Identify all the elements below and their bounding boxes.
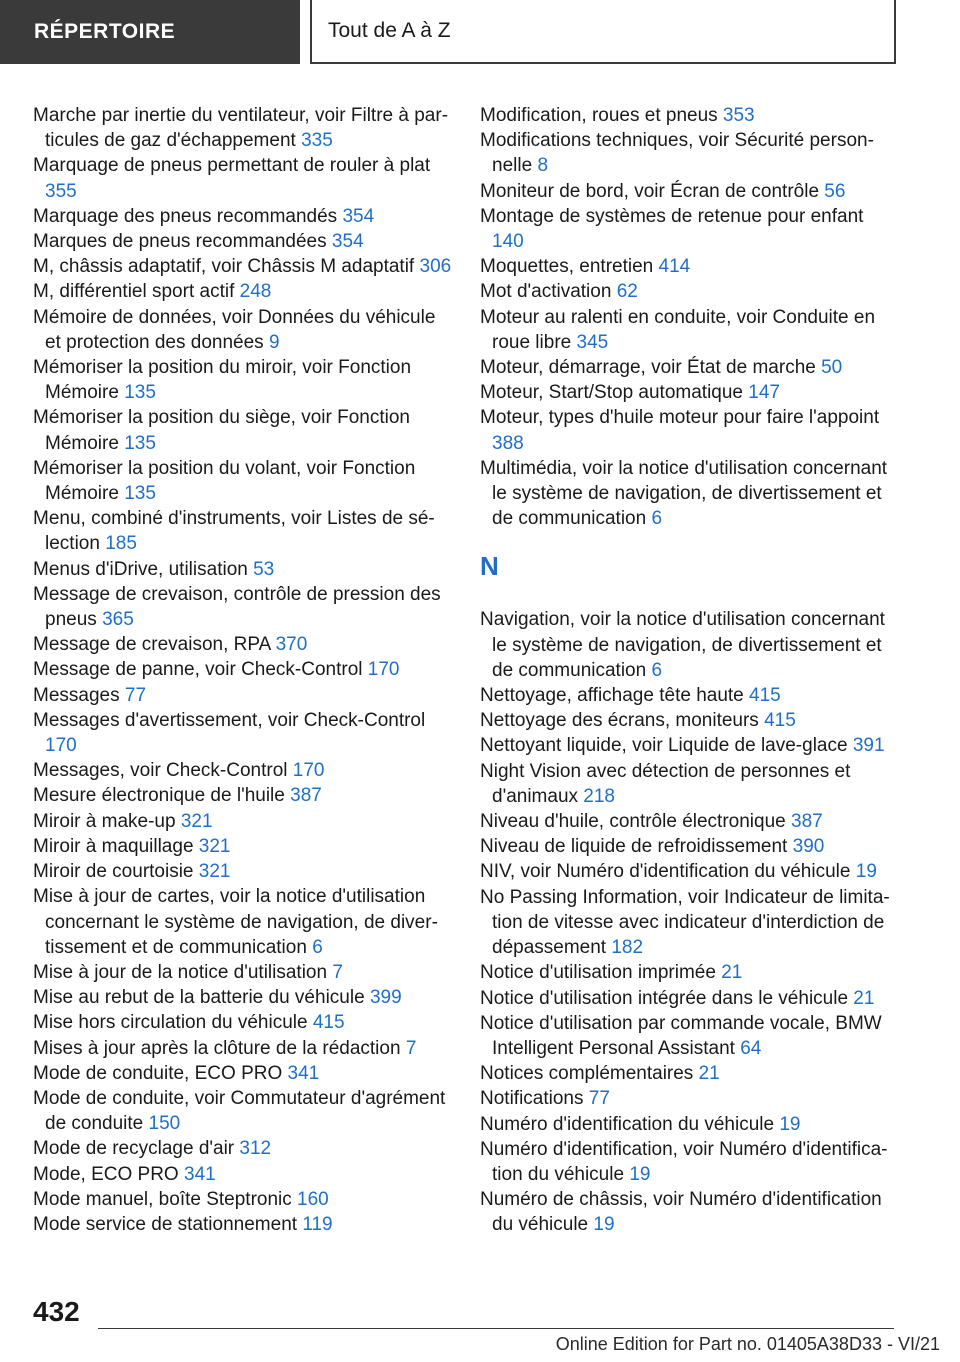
index-entry [33,279,453,304]
index-entry [480,204,900,254]
index-entry-text: Moniteur de bord, voir Écran de contrôle [480,180,820,202]
page-reference-link[interactable]: 370 [275,634,308,656]
index-entry-text: Messages, voir Check-Control [33,760,288,782]
index-entry [33,229,453,254]
page-reference-link[interactable]: 135 [124,483,156,505]
index-entry [33,1162,453,1187]
index-entry-text: Messages [33,684,120,706]
index-entry [33,834,453,859]
page-reference-link[interactable]: 160 [297,1188,329,1210]
page-reference-link[interactable]: 6 [651,508,663,530]
page-reference-link[interactable]: 9 [268,331,280,353]
index-entry [33,884,453,960]
index-entry [33,1212,453,1237]
index-entry-text: Numéro d'identification du véhicule [480,1113,775,1135]
page-reference-link[interactable]: 7 [405,1037,417,1059]
index-entry-text: Mémoriser la position du siège, voir Fonction Mémoire [33,407,411,454]
index-entry [480,103,900,128]
page-title: Tout de A à Z [310,0,896,64]
index-entry [480,1137,900,1187]
index-entry-text: Mise hors circulation du véhicule [33,1012,308,1034]
index-entry-text: Numéro d'identification, voir Numéro d'identification du véhicule [480,1138,888,1185]
index-entry [33,405,453,455]
page-reference-link[interactable]: 140 [492,231,524,253]
index-entry-text: NIV, voir Numéro d'identification du véhicule [480,861,851,883]
index-entry-text: Nettoyage des écrans, moniteurs [480,710,759,732]
page-reference-link[interactable]: 6 [312,936,323,958]
index-entry [33,758,453,783]
index-entry [33,632,453,657]
index-entry-text: Moquettes, entretien [480,256,654,278]
page-reference-link[interactable]: 6 [651,659,663,681]
page-number: 432 [33,1296,80,1327]
page-reference-link[interactable]: 56 [824,180,846,202]
page-reference-link[interactable]: 19 [629,1163,651,1185]
page-reference-link[interactable]: 341 [287,1062,320,1084]
index-column-right [480,103,900,1238]
index-entry [480,305,900,355]
edition-footer: Online Edition for Part no. 01405A38D33 - VI/21 [555,1334,940,1354]
index-entry-text: Mémoriser la position du volant, voir Fonction Mémoire [33,457,416,505]
page-reference-link[interactable]: 399 [369,987,402,1009]
page-reference-link[interactable]: 135 [124,432,156,454]
page-reference-link[interactable]: 248 [239,281,272,303]
index-entry-text: Mémoriser la position du miroir, voir Fonction Mémoire [33,357,412,404]
page-reference-link[interactable]: 135 [124,382,156,404]
index-entry [33,960,453,985]
page-reference-link[interactable]: 62 [616,281,638,303]
index-entry-text: Navigation, voir la notice d'utilisation concernant le système de navigation, de divertissement et de communication [480,609,885,681]
index-entry-text: Mise à jour de cartes, voir la notice d'utilisation concernant le système de navigation, de divertissement et de communication [33,886,438,958]
index-entry-text: Notice d'utilisation par commande vocale, BMW Intelligent Personal Assistant [480,1012,882,1059]
index-entry [33,582,453,632]
index-entry-text: M, châssis adaptatif, voir Châssis M adaptatif [33,256,415,278]
footer-divider [98,1328,894,1329]
page-reference-link[interactable]: 218 [583,785,615,807]
index-entry [480,1112,900,1137]
index-entry [33,657,453,682]
page-reference-link[interactable]: 19 [593,1214,615,1236]
page-reference-link[interactable]: 77 [588,1088,610,1110]
index-entry [480,960,900,985]
index-entry-text: Messages d'avertissement, voir Check-Control [33,709,426,731]
page-reference-link[interactable]: 50 [821,357,843,379]
index-entry-text: Niveau d'huile, contrôle électronique [480,811,786,833]
page-reference-link[interactable]: 19 [779,1113,801,1135]
index-entry-text: Menu, combiné d'instruments, voir Listes de sélection [33,508,435,555]
page-reference-link[interactable]: 170 [292,760,325,782]
page-reference-link[interactable]: 345 [576,331,609,353]
index-entry [480,456,900,532]
index-entry [480,733,900,758]
index-entry-text: Niveau de liquide de refroidissement [480,836,788,858]
index-entry [480,254,900,279]
index-entry-text: Mémoire de données, voir Données du véhicule et protection des données [33,306,436,353]
index-entry-text: Mot d'activation [480,281,612,303]
index-entry [33,204,453,229]
index-entry-text: Miroir de courtoisie [33,861,194,883]
page-reference-link[interactable]: 335 [301,130,333,152]
index-entry [33,305,453,355]
page-reference-link[interactable]: 21 [853,987,875,1009]
page-reference-link[interactable]: 77 [124,684,147,706]
page-reference-link[interactable]: 7 [332,961,343,983]
index-entry [480,179,900,204]
page-reference-link[interactable]: 170 [45,735,77,757]
index-entry-text: No Passing Information, voir Indicateur de limitation de vitesse avec indicateur d'interdiction de dépassement [480,886,890,959]
page-reference-link[interactable]: 21 [698,1063,720,1085]
index-entry-text: Mode de conduite, ECO PRO [33,1062,283,1084]
index-entry-text: Mode, ECO PRO [33,1163,179,1185]
index-entry [480,683,900,708]
index-entry-text: Miroir à make-up [33,810,176,832]
index-entry [33,254,453,279]
index-entry-text: Mise à jour de la notice d'utilisation [33,961,328,983]
index-entry-text: Message de crevaison, RPA [33,634,271,656]
index-entry [33,683,453,708]
page-reference-link[interactable]: 415 [764,710,796,732]
page-reference-link[interactable]: 321 [198,861,231,883]
index-entry-text: Moteur, types d'huile moteur pour faire l'appoint [480,407,880,429]
index-entry-text: Message de panne, voir Check-Control [33,659,363,681]
index-entry [480,380,900,405]
index-entry-text: Moteur, démarrage, voir État de marche [480,357,816,379]
index-entry-text: Notices complémentaires [480,1063,694,1085]
index-entry [480,1086,900,1111]
index-entry-text: M, différentiel sport actif [33,281,235,303]
index-entry-text: Mode de recyclage d'air [33,1138,235,1160]
index-entry-text: Mise au rebut de la batterie du véhicule [33,987,365,1009]
page-reference-link[interactable]: 185 [105,533,137,555]
index-entry [33,859,453,884]
page-reference-link[interactable]: 354 [342,205,375,227]
index-entry [480,708,900,733]
index-entry-text: Message de crevaison, contrôle de pression des pneus [33,583,441,631]
index-entry [33,809,453,834]
index-entry [480,1061,900,1086]
index-entry [33,985,453,1010]
index-entry [480,986,900,1011]
page-reference-link[interactable]: 391 [852,735,885,757]
index-entry [33,783,453,808]
page-reference-link[interactable]: 321 [180,810,213,832]
index-column-left [33,103,453,1237]
index-entry [33,355,453,405]
index-entry-text: Mesure électronique de l'huile [33,785,285,807]
index-entry [33,1010,453,1035]
page-reference-link[interactable]: 8 [537,155,549,177]
page-reference-link[interactable]: 415 [312,1012,345,1034]
page-reference-link[interactable]: 390 [792,836,825,858]
index-entry [33,456,453,506]
page-reference-link[interactable]: 341 [184,1163,216,1185]
page-reference-link[interactable]: 19 [855,861,877,883]
page-reference-link[interactable]: 21 [721,962,743,984]
index-entry [33,1136,453,1161]
index-entry-text: Numéro de châssis, voir Numéro d'identification du véhicule [480,1189,882,1236]
index-entry [33,1086,453,1136]
page-reference-link[interactable]: 387 [290,785,322,807]
page-reference-link[interactable]: 147 [748,382,780,404]
index-entry-text: Notice d'utilisation imprimée [480,962,716,984]
index-entry-text: Moteur au ralenti en conduite, voir Conduite en roue libre [480,306,876,353]
index-entry [480,759,900,809]
index-entry [33,153,453,203]
index-entry [33,1187,453,1212]
index-entry-text: Marquage des pneus recommandés [33,205,338,227]
index-entry [33,1061,453,1086]
index-entry [480,1011,900,1061]
index-entry-text: Mode manuel, boîte Steptronic [33,1188,292,1210]
section-tab[interactable]: RÉPERTOIRE [0,0,300,64]
index-entry-text: Nettoyage, affichage tête haute [480,685,744,707]
index-entry-text: Night Vision avec détection de personnes et d'animaux [480,760,851,807]
index-entry [480,809,900,834]
index-entry-text: Miroir à maquillage [33,835,194,857]
index-entry [33,103,453,153]
index-entry [33,1036,453,1061]
index-entry-text: Mode service de stationnement [33,1213,298,1235]
page-reference-link[interactable]: 414 [658,256,691,278]
index-entry [480,355,900,380]
index-entry [480,128,900,178]
index-entry-text: Modifications techniques, voir Sécurité personnelle [480,130,874,177]
index-entry-text: Marche par inertie du ventilateur, voir Filtre à particules de gaz d'échappement [33,105,449,152]
index-entry [480,834,900,859]
page-reference-link[interactable]: 119 [302,1213,333,1235]
page-reference-link[interactable]: 355 [45,180,77,202]
index-entry-text: Notifications [480,1088,584,1110]
index-entry-text: Montage de systèmes de retenue pour enfant [480,205,864,227]
index-entry [33,557,453,582]
index-entry-text: Multimédia, voir la notice d'utilisation concernant le système de navigation, de divertissement et de communication [480,457,888,530]
index-entry [480,1187,900,1237]
page-reference-link[interactable]: 182 [611,937,644,959]
page-reference-link[interactable]: 353 [722,105,755,126]
index-entry [480,405,900,455]
page-reference-link[interactable]: 354 [331,231,364,253]
index-entry-text: Mises à jour après la clôture de la rédaction [33,1037,401,1059]
index-entry-text: Marques de pneus recommandées [33,231,327,253]
page-reference-link[interactable]: 387 [791,811,823,833]
index-entry [480,279,900,304]
index-entry-text: Marquage de pneus permettant de rouler à plat [33,155,431,177]
page-reference-link[interactable]: 53 [253,558,275,580]
page-reference-link[interactable]: 365 [102,609,134,631]
index-entry-text: Moteur, Start/Stop automatique [480,382,743,404]
page-reference-link[interactable]: 388 [492,432,524,454]
index-entry-text: Mode de conduite, voir Commutateur d'agrément de conduite [33,1087,446,1135]
index-entry [480,859,900,884]
index-entry-text: Menus d'iDrive, utilisation [33,558,248,580]
page-reference-link[interactable]: 312 [239,1138,272,1160]
page-reference-link[interactable]: 170 [367,659,400,681]
index-entry [480,607,900,683]
index-entry [33,506,453,556]
section-letter: N [480,551,499,582]
page-reference-link[interactable]: 321 [198,835,231,857]
page-reference-link[interactable]: 306 [419,256,452,278]
page-reference-link[interactable]: 64 [740,1037,762,1059]
index-entry [480,885,900,961]
page-reference-link[interactable]: 150 [148,1113,181,1135]
index-entry-text: Notice d'utilisation intégrée dans le véhicule [480,987,849,1009]
page-reference-link[interactable]: 415 [749,685,781,707]
index-entry-text: Modification, roues et pneus [480,105,718,126]
index-entry-text: Nettoyant liquide, voir Liquide de lave-glace [480,735,848,757]
index-entry [33,708,453,758]
